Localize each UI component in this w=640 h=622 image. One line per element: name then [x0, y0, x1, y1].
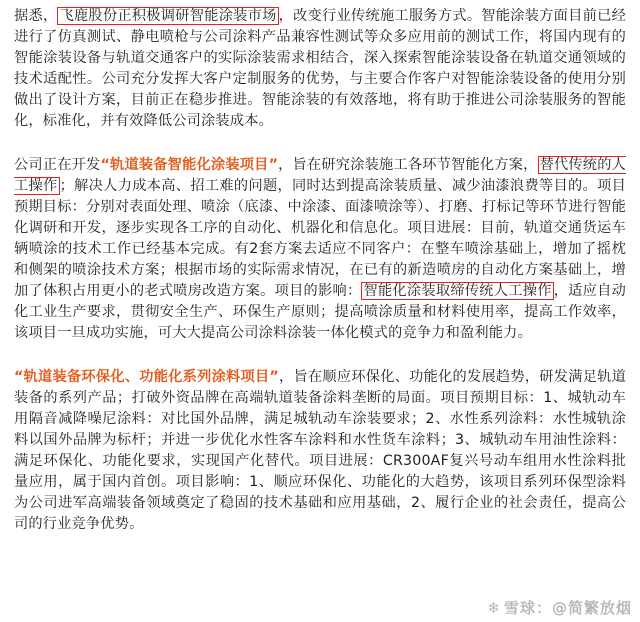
paragraph-1 — [14, 6, 626, 132]
project-title-eco-coating: “轨道装备环保化、功能化系列涂料项目” — [14, 369, 279, 385]
paragraph-gap — [14, 132, 626, 155]
p2-text-b: ，旨在研究涂装施工各环节智能化方案， — [278, 157, 538, 173]
article-body — [14, 6, 626, 535]
paragraph-2 — [14, 155, 626, 344]
snowball-icon: ❄ — [487, 598, 501, 617]
p1-text-b: ，改变行业传统施工服务方式。智能涂装方面目前已经进行了仿真测试、静电喷枪与公司涂料产品兼容性测试等众多应用前的测试工作，将国内现有的智能涂装设备与轨道交通客户的实际涂装需求相结合，深入探索智能涂装设备在轨道交通领域的技术适配性。公司充分发挥大客户定制服务的优势，与主要合作客户对智能涂装设备的使用分别做出了设计方案，目前正在稳步推进。智能涂装的有效落地，将有助于推进公司涂装服务的智能化，标准化，并有效降低公司涂装成本。 — [14, 8, 626, 129]
boxed-phrase-ban-manual: 智能化涂装取缔传统人工操作 — [363, 283, 552, 299]
project-title-smart-coating: “轨道装备智能化涂装项目” — [100, 157, 279, 173]
p2-text-c: ；解决人力成本高、招工难的问题，同时达到提高涂装质量、减少油漆浪费等目的。项目预期目标：分别对表面处理、喷涂（底漆、中涂漆、面漆喷涂等）、打磨、打标记等环节进行智能化调研和开发，逐步实现各工序的自动化、机器化和信息化。项目进展：目前，轨道交通货运车辆喷涂的技术工作已经基本完成。有2套方案去适应不同客户：在整车喷涂基础上，增加了摇枕和侧架的喷涂技术方案；根据市场的实际需求情况，在已有的新造喷房的自动化方案基础上，增加了体积占用更小的老式喷房改造方案。项目的影响： — [14, 178, 626, 299]
watermark-text: 雪球：@简繁放烟 — [503, 599, 632, 617]
p2-text-d: ，适应自动化工业生产要求，贯彻安全生产、环保生产原则；提高喷涂质量和材料使用率，提高工作效率，该项目一旦成功实施，可大大提高公司涂料涂装一体化模式的竞争力和盈利能力。 — [14, 283, 626, 341]
paragraph-3 — [14, 367, 626, 535]
paragraph-gap — [14, 344, 626, 367]
p1-text-a: 据悉， — [14, 8, 58, 24]
boxed-phrase-smart-coating-research: 飞鹿股份正积极调研智能涂装市场 — [59, 8, 277, 24]
boxed-phrase-replace-manual: 替代传统的人工操作 — [14, 157, 627, 194]
p2-text-a: 公司正在开发 — [14, 157, 101, 173]
p3-text-a: ，旨在顺应环保化、功能化的发展趋势，研发满足轨道装备的系列产品；打破外资品牌在高端轨道装备涂料垄断的局面。项目预期目标：1、城轨动车用隔音减降噪尼涂料：对比国外品牌，满足城轨动车涂装要求；2、水性系列涂料：水性城轨涂料以国外品牌为标杆；并进一步优化水性客车涂料和水性货车涂料；3、城轨动车用油性涂料：满足环保化、功能化要求，实现国产化替代。项目进展：CR300AF复兴号动车组用水性涂料批量应用，属于国内首创。项目影响：1、顺应环保化、功能化的大趋势，该项目系列环保型涂料为公司进军高端装备领域奠定了稳固的技术基础和应用基础，2、履行企业的社会责任，提高公司的行业竞争优势。 — [14, 369, 626, 532]
watermark — [487, 597, 632, 618]
